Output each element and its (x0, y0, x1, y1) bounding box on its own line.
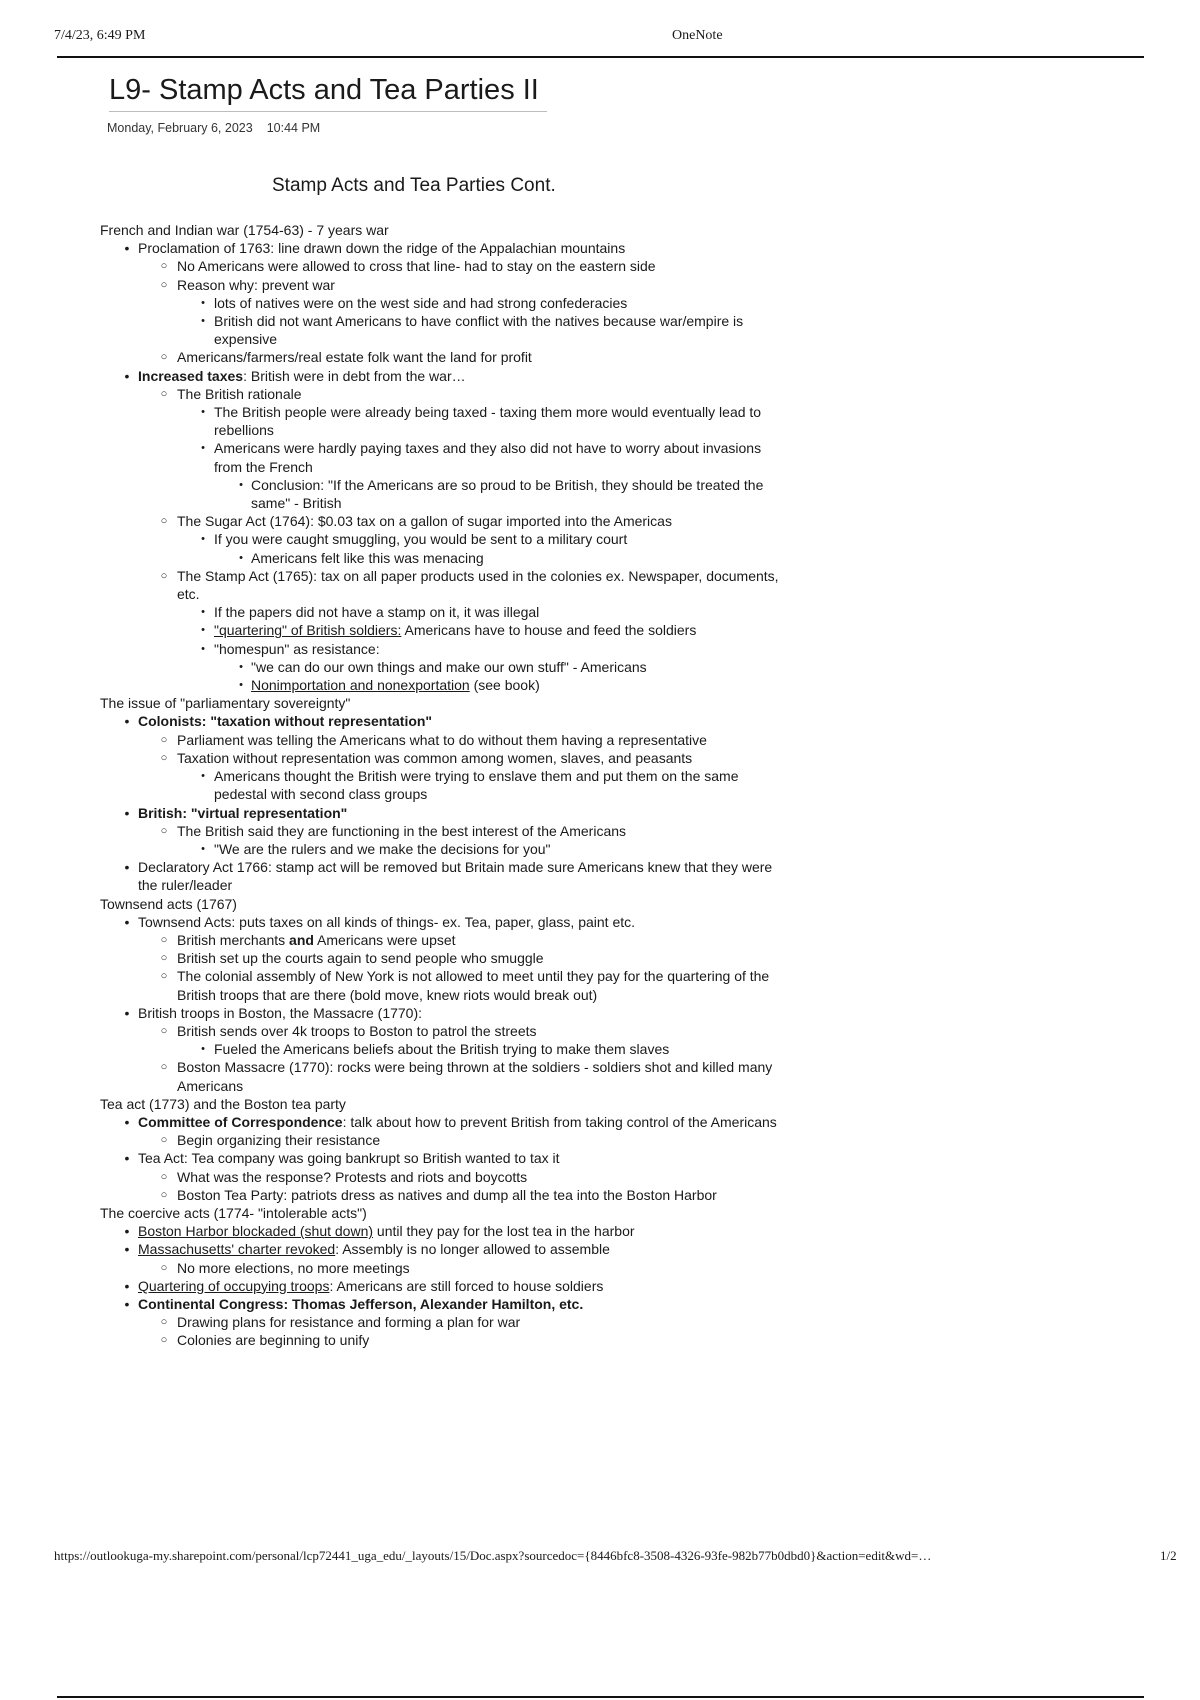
bullet-icon: • (124, 859, 130, 876)
outline-text: Townsend Acts: puts taxes on all kinds of things- ex. Tea, paper, glass, paint etc. (138, 913, 636, 930)
bullet-icon: • (201, 770, 205, 783)
bullet-icon: • (124, 1150, 130, 1167)
bullet-icon: ○ (160, 1334, 168, 1347)
outline-text: Townsend acts (1767) (100, 895, 237, 912)
outline-text: Committee of Correspondence (138, 1113, 343, 1130)
outline-text: The British people were already being taxed - taxing them more would eventually lead to rebellions (214, 404, 762, 439)
bullet-icon: • (124, 1295, 130, 1312)
outline-text: Colonists: "taxation without representation" (138, 713, 433, 730)
bullet-icon: ○ (160, 824, 168, 837)
bullet-icon: ○ (160, 1134, 168, 1147)
outline-text: Tea Act: Tea company was going bankrupt so British wanted to tax it (138, 1150, 560, 1167)
bullet-icon: • (124, 367, 130, 384)
outline-text: British merchants (177, 931, 290, 948)
outline-list-item[interactable] (100, 1331, 780, 1349)
print-footer-url: https://outlookuga-my.sharepoint.com/personal/lcp72441_uga_edu/_layouts/15/Doc.aspx?sourcedoc={8446bfc8-3508-4326-93fe-982b77b0dbd0}&action=edit&wd=… (54, 1548, 932, 1563)
outline-list-item[interactable] (100, 1277, 780, 1295)
outline-text: British: "virtual representation" (138, 804, 348, 821)
outline-text: British set up the courts again to send people who smuggle (177, 950, 544, 967)
outline-section-heading[interactable] (100, 221, 780, 239)
bullet-icon: • (124, 1223, 130, 1240)
outline-text: "homespun" as resistance: (214, 640, 380, 657)
outline-list-item[interactable] (100, 1259, 780, 1277)
bullet-icon: ○ (160, 733, 168, 746)
outline-list-item[interactable] (100, 858, 780, 894)
bullet-icon: • (201, 606, 205, 619)
outline-list-item[interactable] (100, 1113, 780, 1131)
footer-rule (57, 1696, 1144, 1698)
outline-text: : British were in debt from the war… (243, 367, 466, 384)
outline-text: Colonies are beginning to unify (177, 1332, 370, 1349)
print-header-datetime: 7/4/23, 6:49 PM (54, 28, 146, 43)
bullet-icon: • (124, 1004, 130, 1021)
outline-list-item[interactable] (100, 1168, 780, 1186)
outline-text: Americans were hardly paying taxes and they also did not have to worry about invasions from the French (214, 440, 762, 475)
outline-text: No Americans were allowed to cross that line- had to stay on the eastern side (177, 258, 656, 275)
outline-list-item[interactable] (100, 530, 780, 548)
bullet-icon: ○ (160, 387, 168, 400)
outline-list-item[interactable] (100, 1058, 780, 1094)
outline-list-item[interactable] (100, 312, 780, 348)
bullet-icon: ○ (160, 952, 168, 965)
bullet-icon: ○ (160, 933, 168, 946)
outline-text: Americans were upset (313, 931, 456, 948)
bullet-icon: • (201, 442, 205, 455)
outline-text: until they pay for the lost tea in the harbor (373, 1223, 635, 1240)
outline-list-item[interactable] (100, 676, 780, 694)
outline-list-item[interactable] (100, 931, 780, 949)
outline-section-heading[interactable] (100, 1095, 780, 1113)
outline-text: Americans have to house and feed the soldiers (401, 622, 697, 639)
outline-text: Proclamation of 1763: line drawn down the ridge of the Appalachian mountains (138, 240, 626, 257)
outline-list-item[interactable] (100, 967, 780, 1003)
outline-list-item[interactable] (100, 913, 780, 931)
outline-list-item[interactable] (100, 949, 780, 967)
bullet-icon: • (124, 1241, 130, 1258)
bullet-icon: ○ (160, 1061, 168, 1074)
outline-text: Fueled the Americans beliefs about the British trying to make them slaves (214, 1041, 670, 1058)
outline-text: Continental Congress: Thomas Jefferson, Alexander Hamilton, etc. (138, 1295, 584, 1312)
print-header-app-name: OneNote (672, 28, 723, 43)
outline-list-item[interactable] (100, 822, 780, 840)
outline-text: If you were caught smuggling, you would be sent to a military court (214, 531, 628, 548)
outline-text: Parliament was telling the Americans what to do without them having a representative (177, 731, 707, 748)
outline-text: Boston Tea Party: patriots dress as natives and dump all the tea into the Boston Harbor (177, 1186, 717, 1203)
outline-text: The coercive acts (1774- "intolerable acts") (100, 1204, 367, 1221)
outline-text: Tea act (1773) and the Boston tea party (100, 1095, 346, 1112)
outline-list-item[interactable] (100, 1022, 780, 1040)
outline-list-item[interactable] (100, 257, 780, 275)
bullet-icon: • (201, 296, 205, 309)
outline-list-item[interactable] (100, 767, 780, 803)
outline-list-item[interactable] (100, 804, 780, 822)
outline-list-item[interactable] (100, 1004, 780, 1022)
outline-text: Reason why: prevent war (177, 276, 335, 293)
outline-list-item[interactable] (100, 621, 780, 639)
bullet-icon: ○ (160, 1170, 168, 1183)
outline-text: Boston Harbor blockaded (shut down) (138, 1223, 374, 1240)
bullet-icon: ○ (160, 1024, 168, 1037)
outline-list-item[interactable] (100, 749, 780, 767)
outline-list-item[interactable] (100, 658, 780, 676)
outline-text: The issue of "parliamentary sovereignty" (100, 695, 351, 712)
outline-section-heading[interactable] (100, 895, 780, 913)
outline-list-item[interactable] (100, 603, 780, 621)
bullet-icon: ○ (160, 351, 168, 364)
outline-list-item[interactable] (100, 640, 780, 658)
bullet-icon: • (201, 315, 205, 328)
outline-list-item[interactable] (100, 1149, 780, 1167)
outline-text: (see book) (469, 677, 540, 694)
outline-text: No more elections, no more meetings (177, 1259, 410, 1276)
bullet-icon: ○ (160, 260, 168, 273)
outline-list-item[interactable] (100, 403, 780, 439)
outline-text: : Assembly is no longer allowed to assemble (335, 1241, 610, 1258)
outline-text: Conclusion: "If the Americans are so proud to be British, they should be treated the same" - British (251, 476, 764, 512)
bullet-icon: • (201, 1043, 205, 1056)
outline-text: Increased taxes (138, 367, 244, 384)
bullet-icon: ○ (160, 751, 168, 764)
outline-text: Boston Massacre (1770): rocks were being thrown at the soldiers - soldiers shot and killed many Americans (177, 1059, 773, 1094)
bullet-icon: ○ (160, 569, 168, 582)
outline-text: Nonimportation and nonexportation (251, 677, 470, 694)
outline-list-item[interactable] (100, 731, 780, 749)
outline-text: Massachusetts' charter revoked (138, 1241, 336, 1258)
outline-list-item[interactable] (100, 840, 780, 858)
outline-list-item[interactable] (100, 276, 780, 294)
outline-text: Drawing plans for resistance and forming a plan for war (177, 1314, 521, 1331)
outline-list-item[interactable] (100, 567, 780, 603)
outline-list-item[interactable] (100, 1131, 780, 1149)
page-date: Monday, February 6, 2023 (107, 121, 253, 135)
bullet-icon: ○ (160, 515, 168, 528)
print-footer-page-indicator: 1/2 (1160, 1548, 1177, 1563)
bullet-icon: • (201, 533, 205, 546)
outline-list-item[interactable] (100, 1295, 780, 1313)
outline-list-item[interactable] (100, 476, 780, 512)
outline-text: British sends over 4k troops to Boston to patrol the streets (177, 1022, 537, 1039)
outline-section-heading[interactable] (100, 694, 780, 712)
header-rule (57, 56, 1144, 58)
outline-text: The Stamp Act (1765): tax on all paper products used in the colonies ex. Newspaper, documents, etc. (177, 567, 779, 603)
outline-text: Declaratory Act 1766: stamp act will be removed but Britain made sure Americans knew that they were the ruler/leader (138, 859, 773, 894)
bullet-icon: ○ (160, 1188, 168, 1201)
bullet-icon: • (239, 551, 243, 564)
page-title[interactable]: L9- Stamp Acts and Tea Parties II (109, 74, 547, 112)
bullet-icon: • (124, 240, 130, 257)
outline-text: British did not want Americans to have conflict with the natives because war/empire is expensive (214, 313, 744, 348)
bullet-icon: • (239, 660, 243, 673)
outline-text: "We are the rulers and we make the decisions for you" (214, 840, 551, 857)
outline-text: The Sugar Act (1764): $0.03 tax on a gallon of sugar imported into the Americas (177, 513, 672, 530)
bullet-icon: ○ (160, 1261, 168, 1274)
note-heading[interactable]: Stamp Acts and Tea Parties Cont. (272, 175, 556, 196)
outline-text: Americans felt like this was menacing (251, 549, 484, 566)
bullet-icon: ○ (160, 1316, 168, 1329)
outline-text: The British rationale (177, 385, 302, 402)
outline-list-item[interactable] (100, 1240, 780, 1258)
bullet-icon: • (201, 842, 205, 855)
outline-list-item[interactable] (100, 1313, 780, 1331)
outline-list-item[interactable] (100, 549, 780, 567)
bullet-icon: • (239, 679, 243, 692)
bullet-icon: • (124, 1113, 130, 1130)
outline-section-heading[interactable] (100, 1204, 780, 1222)
bullet-icon: ○ (160, 970, 168, 983)
outline-text: "quartering" of British soldiers: (214, 622, 402, 639)
outline-text: British troops in Boston, the Massacre (1770): (138, 1004, 423, 1021)
outline-list-item[interactable] (100, 439, 780, 475)
outline-text: Taxation without representation was common among women, slaves, and peasants (177, 749, 693, 766)
bullet-icon: • (124, 713, 130, 730)
note-outline[interactable] (100, 221, 780, 1350)
outline-text: French and Indian war (1754-63) - 7 years war (100, 222, 389, 238)
page-date-time (107, 121, 320, 135)
bullet-icon: • (124, 913, 130, 930)
outline-list-item[interactable] (100, 367, 780, 385)
outline-text: What was the response? Protests and riots and boycotts (177, 1168, 528, 1185)
outline-list-item[interactable] (100, 712, 780, 730)
outline-list-item[interactable] (100, 1222, 780, 1240)
outline-text: If the papers did not have a stamp on it, it was illegal (214, 604, 540, 621)
bullet-icon: ○ (160, 278, 168, 291)
outline-text: Americans/farmers/real estate folk want the land for profit (177, 349, 532, 366)
outline-text: Begin organizing their resistance (177, 1132, 381, 1149)
outline-text: The British said they are functioning in the best interest of the Americans (177, 822, 627, 839)
bullet-icon: • (201, 624, 205, 637)
bullet-icon: • (239, 478, 243, 491)
bullet-icon: • (201, 642, 205, 655)
outline-list-item[interactable] (100, 294, 780, 312)
outline-text: The colonial assembly of New York is not allowed to meet until they pay for the quartering of the British troops that are there (bold move, knew riots would break out) (177, 968, 770, 1003)
outline-list-item[interactable] (100, 385, 780, 403)
outline-text: and (289, 931, 314, 948)
outline-list-item[interactable] (100, 239, 780, 257)
bullet-icon: • (124, 1277, 130, 1294)
outline-text: : talk about how to prevent British from taking control of the Americans (342, 1113, 777, 1130)
outline-list-item[interactable] (100, 1040, 780, 1058)
outline-list-item[interactable] (100, 512, 780, 530)
outline-text: : Americans are still forced to house soldiers (329, 1277, 604, 1294)
outline-text: lots of natives were on the west side and had strong confederacies (214, 294, 628, 311)
page-time: 10:44 PM (266, 121, 321, 135)
outline-text: Americans thought the British were trying to enslave them and put them on the same pedestal with second class groups (214, 768, 739, 803)
bullet-icon: • (201, 406, 205, 419)
outline-text: "we can do our own things and make our own stuff" - Americans (251, 658, 647, 675)
bullet-icon: • (124, 804, 130, 821)
outline-list-item[interactable] (100, 348, 780, 366)
outline-list-item[interactable] (100, 1186, 780, 1204)
outline-text: Quartering of occupying troops (138, 1277, 330, 1294)
